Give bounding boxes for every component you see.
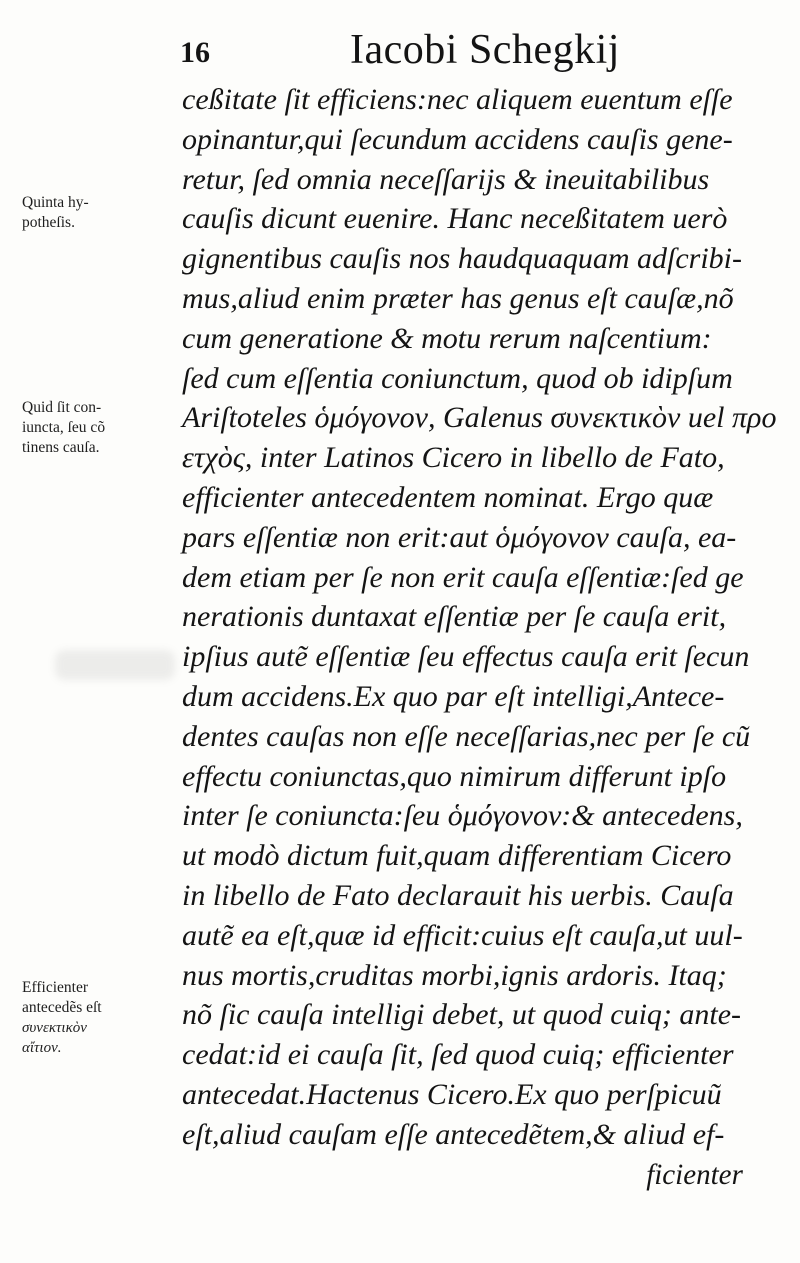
text-line: in libello de Fato declarauit his uerbis. Cauſa	[182, 878, 734, 912]
marginal-note-quinta-hypothesis	[22, 193, 172, 233]
marginal-note-line: iuncta, ſeu cõ	[22, 419, 106, 436]
catchword: ficienter	[646, 1157, 743, 1191]
text-line: cum generatione & motu rerum naſcentium:	[182, 321, 712, 355]
text-line: ipſius autẽ eſſentiæ ſeu effectus cauſa erit ſecun	[182, 640, 750, 674]
text-line: ut modò dictum fuit,quam differentiam Cicero	[182, 839, 732, 873]
text-line: cauſis dicunt euenire. Hanc neceßitatem uerò	[182, 202, 728, 236]
text-line: retur, ſed omnia neceſſarijs & ineuitabilibus	[182, 162, 710, 196]
text-line: dentes cauſas non eſſe neceſſarias,nec per ſe cũ	[182, 719, 751, 753]
running-title: Iacobi Schegkij	[350, 27, 620, 73]
text-line: nus mortis,cruditas morbi,ignis ardoris. Itaq;	[182, 958, 727, 992]
page-header	[180, 26, 780, 78]
marginal-note-line: Efficienter	[22, 979, 88, 996]
text-line: inter ſe coniuncta:ſeu ὁμόγονον:& antecedens,	[182, 799, 743, 833]
text-line: ſed cum eſſentia coniunctum, quod ob idipſum	[182, 361, 733, 395]
text-line: nerationis duntaxat eſſentiæ per ſe cauſa erit,	[182, 600, 727, 634]
marginal-note-coniuncta-causa	[22, 398, 172, 458]
text-line: opinantur,qui ſecundum accidens cauſis gene-	[182, 122, 733, 156]
text-line: pars eſſentiæ non erit:aut ὁμόγονον cauſa, ea-	[182, 520, 737, 554]
page-number: 16	[180, 36, 210, 69]
text-line: eſt,aliud cauſam eſſe antecedẽtem,& aliud ef-	[182, 1117, 725, 1151]
text-line: effectu coniunctas,quo nimirum differunt ipſo	[182, 759, 727, 793]
marginal-note-line: potheſis.	[22, 214, 75, 231]
marginal-note-line: συνεκτικὸν	[22, 1020, 87, 1036]
marginal-note-efficienter-antecedens	[22, 978, 172, 1058]
text-line: antecedat.Hactenus Cicero.Ex quo perſpicuũ	[182, 1077, 722, 1111]
marginal-note-line: tinens cauſa.	[22, 439, 100, 456]
text-line: ετχὸς, inter Latinos Cicero in libello de Fato,	[182, 441, 725, 475]
main-text-block	[182, 80, 782, 1194]
text-line: gignentibus cauſis nos haudquaquam adſcribi-	[182, 242, 742, 276]
text-line: cedat:id ei cauſa ſit, ſed quod cuiq; efficienter	[182, 1038, 734, 1072]
marginal-note-line: antecedẽs eſt	[22, 999, 102, 1016]
ink-smudge	[55, 650, 175, 680]
text-line: dum accidens.Ex quo par eſt intelligi,Antece-	[182, 679, 725, 713]
marginal-note-line: Quinta hy-	[22, 194, 89, 211]
text-line: nõ ſic cauſa intelligi debet, ut quod cuiq; ante-	[182, 998, 742, 1032]
marginal-note-line: Quid ſit con-	[22, 399, 102, 416]
text-line: Ariſtoteles ὁμόγονον, Galenus συνεκτικὸν uel προ	[182, 401, 777, 435]
text-line: mus,aliud enim præter has genus eſt cauſæ,nõ	[182, 281, 734, 315]
text-line: efficienter antecedentem nominat. Ergo quæ	[182, 480, 714, 514]
text-line: ceßitate ſit efficiens:nec aliquem euentum eſſe	[182, 83, 733, 116]
text-line: dem etiam per ſe non erit cauſa eſſentiæ:ſed ge	[182, 560, 744, 594]
marginal-note-line: αἴτιον.	[22, 1040, 62, 1056]
text-line: autẽ ea eſt,quæ id efficit:cuius eſt cauſa,ut uul-	[182, 918, 743, 952]
